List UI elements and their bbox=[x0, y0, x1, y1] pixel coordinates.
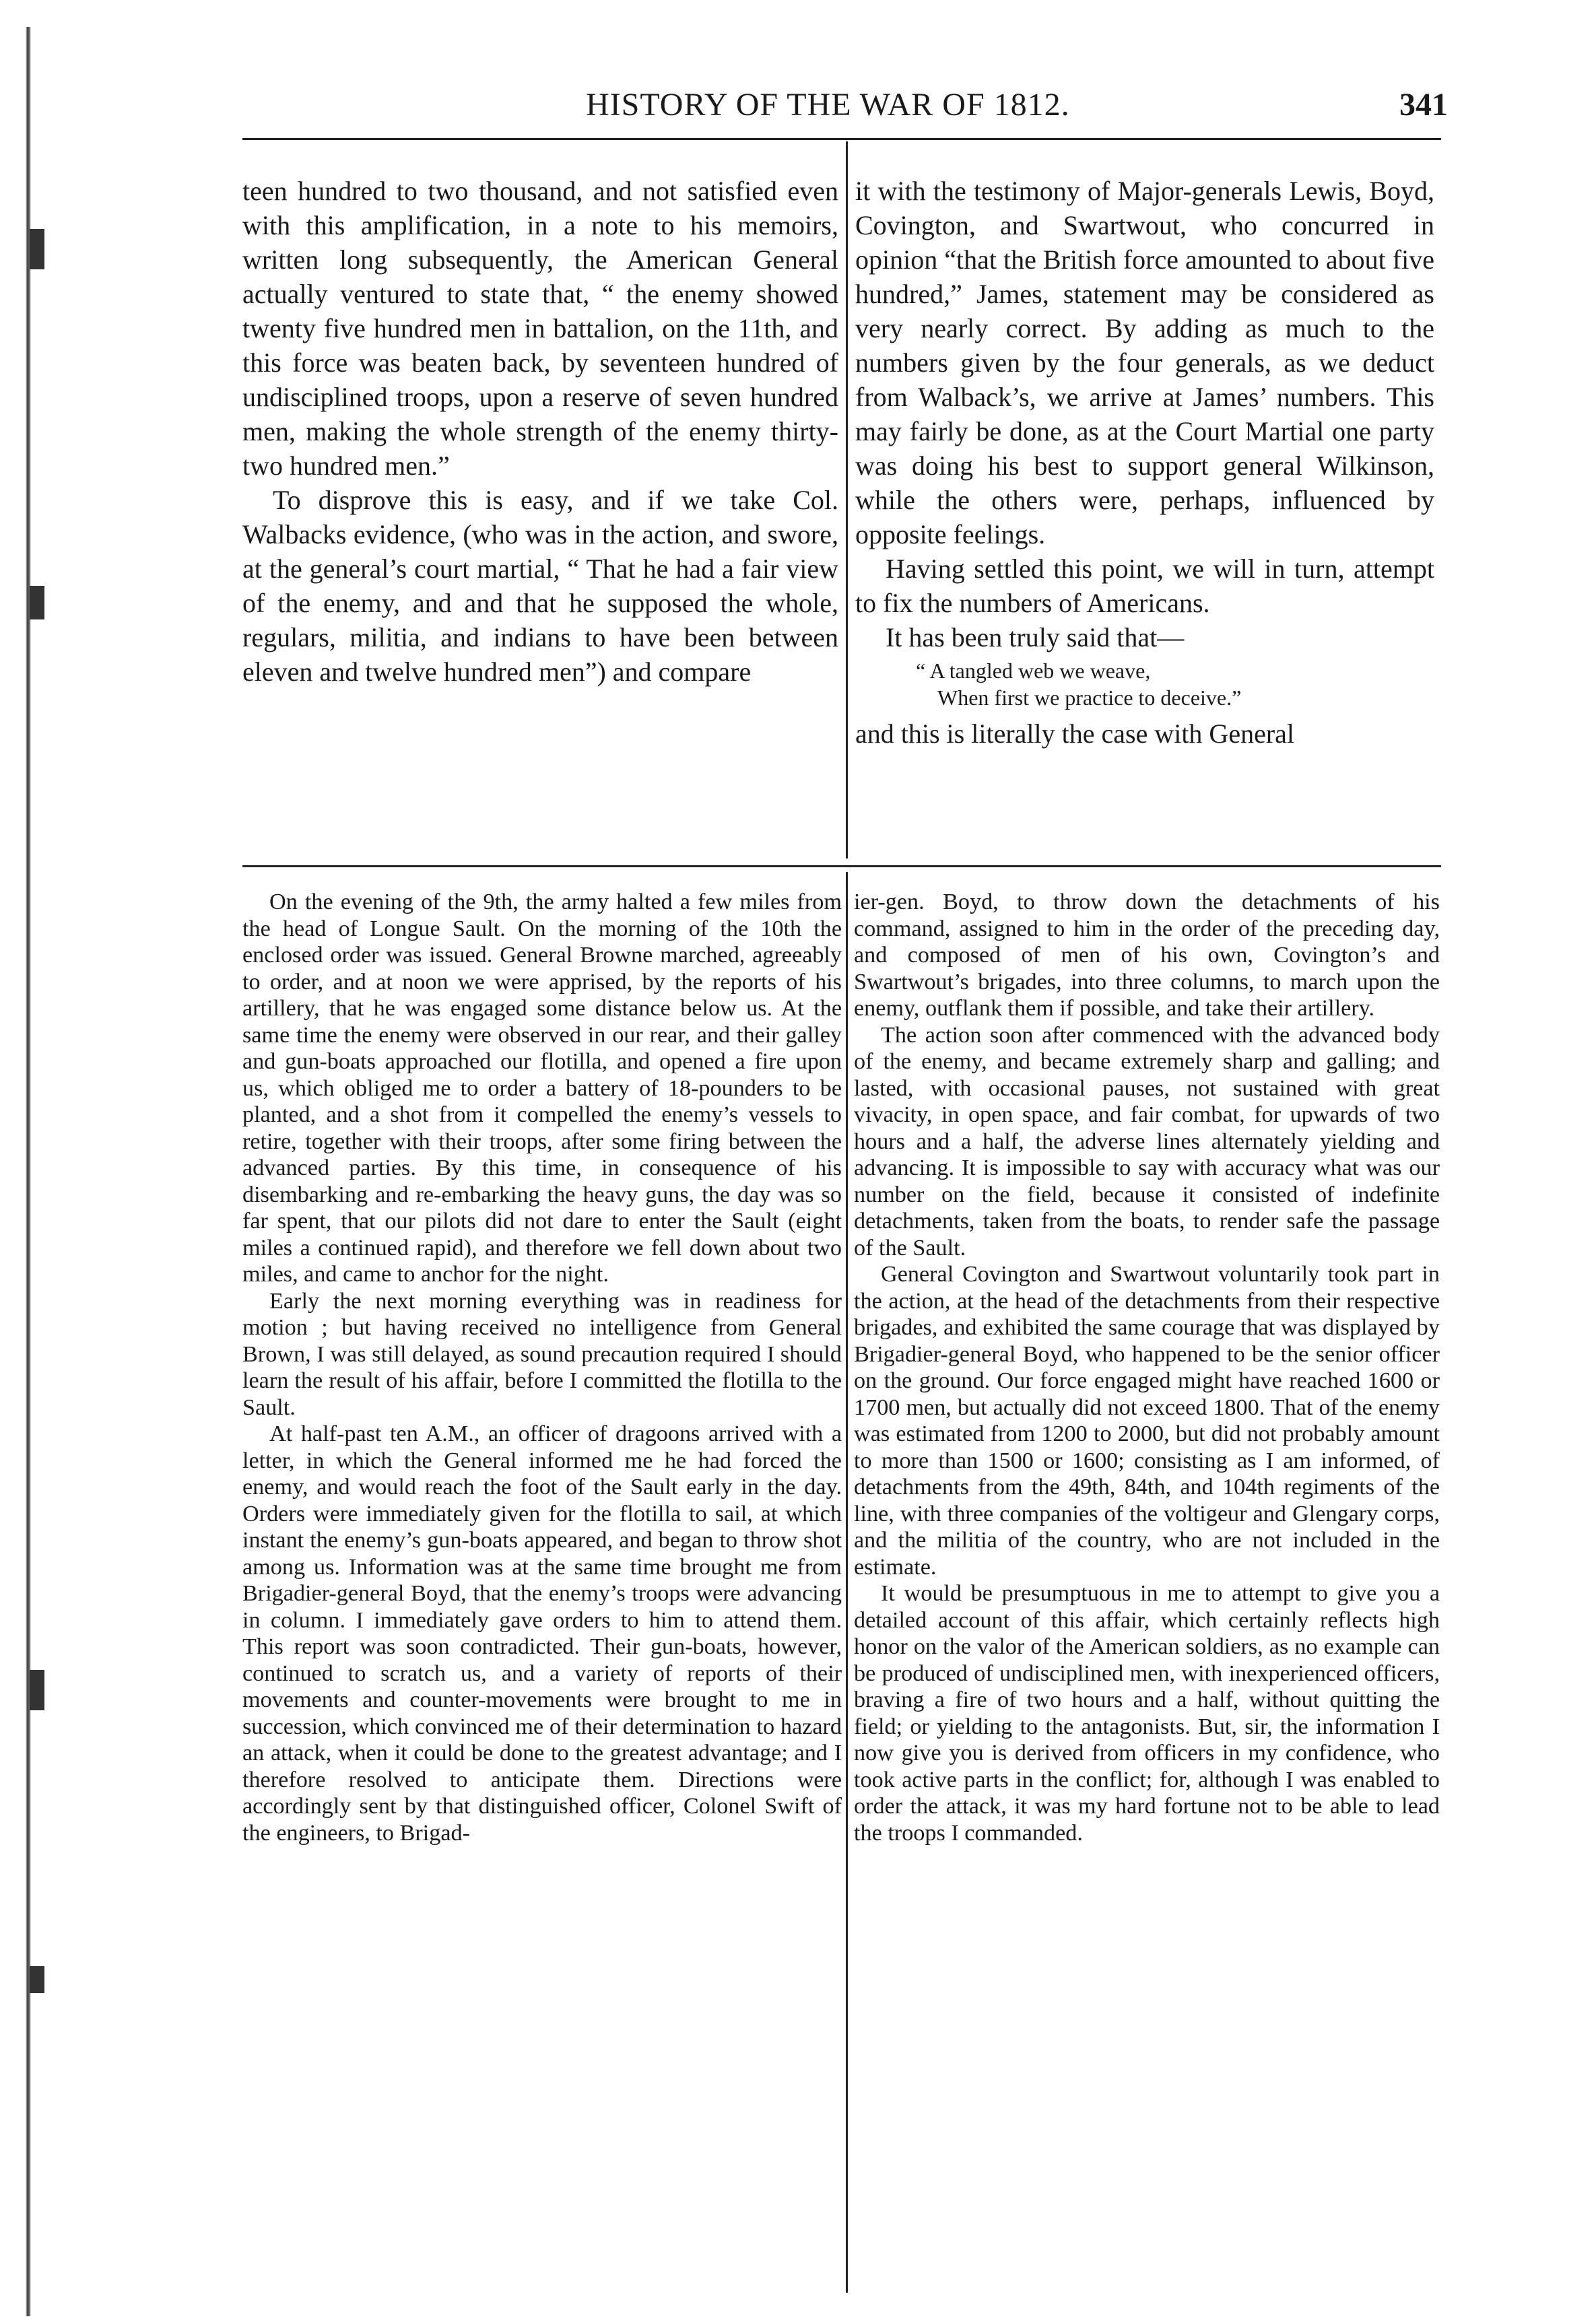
footnote-right-column bbox=[854, 889, 1440, 1846]
binding-edge-mark bbox=[30, 1670, 44, 1710]
footnote-left-column bbox=[242, 889, 842, 1846]
verse-quotation bbox=[855, 657, 1434, 711]
page-header bbox=[236, 86, 1448, 135]
paragraph: It has been truly said that— bbox=[886, 622, 1185, 652]
footnote-paragraph: At half-past ten A.M., an officer of dragoons arrived with a letter, in which the General informed me he had forced the enemy, and would reach the foot of the Sault early in the day. Orders were immediately given for the flotilla to sail, at which instant the enemy’s gun-boats appeared, and began to throw shot among us. Information was at the same time brought me from Brigadier-general Boyd, that the enemy’s troops were advancing in column. I immediately gave orders to him to attend them. This report was soon contradicted. Their gun-boats, however, continued to scratch us, and a variety of reports of their movements and counter-movements were brought to me in succession, which convinced me of their determination to hazard an attack, when it could be done to the greatest advantage; and I therefore resolved to anticipate them. Directions were accordingly sent by that distinguished officer, Colonel Swift of the engineers, to Brigad- bbox=[242, 1421, 842, 1846]
header-rule bbox=[242, 138, 1441, 140]
binding-edge-mark bbox=[30, 1966, 44, 1993]
upper-left-column bbox=[242, 174, 838, 689]
binding-edge-mark bbox=[30, 586, 44, 619]
running-head: HISTORY OF THE WAR OF 1812. bbox=[586, 87, 1070, 123]
paragraph: teen hundred to two thousand, and not satisfied even with this amplification, in a note to his memoirs, written long subsequently, the American General actually ventured to state that, “ the enemy showed twenty five hundred men in battalion, on the 11th, and this force was beaten back, by seventeen hundred of undisciplined troops, upon a reserve of seven hundred men, making the whole strength of the enemy thirty-two hundred men.” bbox=[242, 176, 838, 481]
binding-edge-mark bbox=[30, 229, 44, 269]
upper-column-rule bbox=[846, 141, 848, 859]
footnote-paragraph: ier-gen. Boyd, to throw down the detachments of his command, assigned to him in the order of the preceding day, and composed of men of his own, Covington’s and Swartwout’s brigades, into three columns, to march upon the enemy, outflank them if possible, and take their artillery. bbox=[854, 889, 1440, 1021]
footnote-paragraph: The action soon after commenced with the advanced body of the enemy, and became extremely sharp and galling; and lasted, with occasional pauses, not sustained with great vivacity, in open space, and fair combat, for upwards of two hours and a half, the adverse lines alternately yielding and advancing. It is impossible to say with accuracy what was our number on the field, because it consisted of indefinite detachments, taken from the boats, to render safe the passage of the Sault. bbox=[854, 1022, 1440, 1260]
verse-line: When first we practice to deceive.” bbox=[937, 685, 1242, 710]
footnote-paragraph: General Covington and Swartwout voluntarily took part in the action, at the head of the detachments from their respective brigades, and exhibited the same courage that was displayed by Brigadier-general Boyd, who happened to be the senior officer on the ground. Our force engaged might have reached 1600 or 1700 men, but actually did not exceed 1800. That of the enemy was estimated from 1200 to 2000, but did not probably amount to more than 1500 or 1600; consisting as I am informed, of detachments from the 49th, 84th, and 104th regiments of the line, with three companies of the voltigeur and Glengary corps, and the militia of the country, who are not included in the estimate. bbox=[854, 1262, 1440, 1580]
upper-right-column bbox=[855, 174, 1434, 751]
lower-column-rule bbox=[846, 872, 848, 2293]
footnote-paragraph: It would be presumptuous in me to attempt to give you a detailed account of this affair, which certainly reflects high honor on the valor of the American soldiers, as no example can be produced of undisciplined men, with inexperienced officers, braving a fire of two hours and a half, without quitting the field; or yielding to the antagonists. But, sir, the information I now give you is derived from officers in my confidence, who took active parts in the conflict; for, although I was enabled to order the attack, it was my hard fortune not to be able to lead the troops I commanded. bbox=[854, 1581, 1440, 1846]
paragraph: To disprove this is easy, and if we take Col. Walbacks evidence, (who was in the action, and swore, at the general’s court martial, “ That he had a fair view of the enemy, and and that he supposed the whole, regulars, militia, and indians to have been between eleven and twelve hundred men”) and compare bbox=[242, 485, 838, 687]
footnote-separator-rule bbox=[242, 865, 1441, 867]
paragraph: and this is literally the case with General bbox=[855, 718, 1295, 749]
page-number: 341 bbox=[1399, 87, 1448, 123]
footnote-paragraph: On the evening of the 9th, the army halted a few miles from the head of Longue Sault. On the morning of the 10th the enclosed order was issued. General Browne marched, agreeably to order, and at noon we were apprised, by the reports of his artillery, that he was engaged some distance below us. At the same time the enemy were observed in our rear, and their galley and gun-boats approached our flotilla, and opened a fire upon us, which obliged me to order a battery of 18-pounders to be planted, and a shot from it compelled the enemy’s vessels to retire, together with their troops, after some firing between the advanced parties. By this time, in consequence of his disembarking and re-embarking the heavy guns, the day was so far spent, that our pilots did not dare to enter the Sault (eight miles a continued rapid), and therefore we fell down about two miles, and came to anchor for the night. bbox=[242, 889, 842, 1287]
paragraph: it with the testimony of Major-generals Lewis, Boyd, Covington, and Swartwout, who concurred in opinion “that the British force amounted to about five hundred,” James, statement may be considered as very nearly correct. By adding as much to the numbers given by the four generals, as we deduct from Walback’s, we arrive at James’ numbers. This may fairly be done, as at the Court Martial one party was doing his best to support general Wilkinson, while the others were, perhaps, influenced by opposite feelings. bbox=[855, 176, 1434, 549]
paragraph: Having settled this point, we will in turn, attempt to fix the numbers of Americans. bbox=[855, 553, 1434, 618]
verse-line: “ A tangled web we weave, bbox=[916, 659, 1151, 683]
footnote-paragraph: Early the next morning everything was in readiness for motion ; but having received no intelligence from General Brown, I was still delayed, as sound precaution required I should learn the result of his affair, before I committed the flotilla to the Sault. bbox=[242, 1288, 842, 1420]
